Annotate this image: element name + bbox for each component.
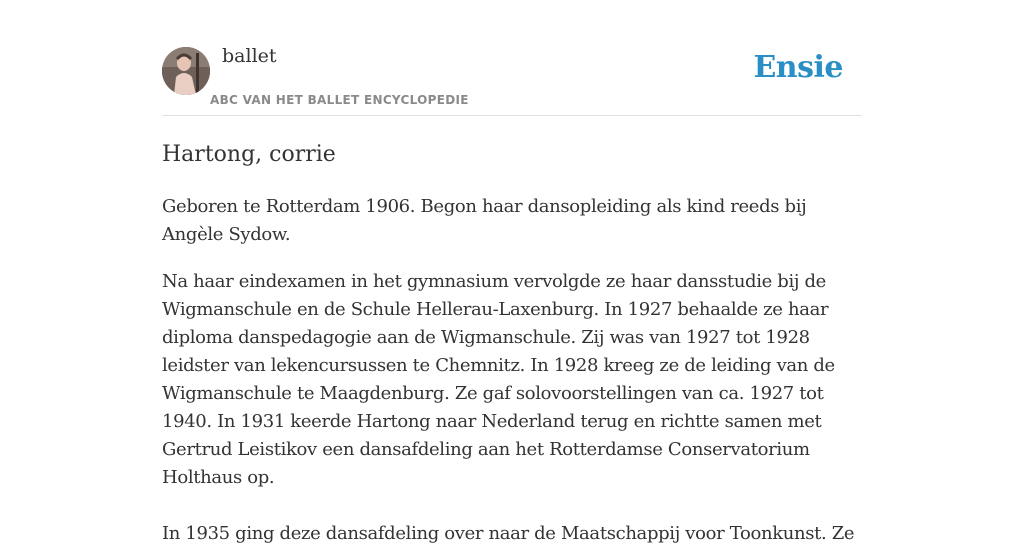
- avatar[interactable]: [162, 47, 210, 95]
- header: [162, 0, 862, 116]
- ballet-dancer-photo-icon: [162, 47, 210, 95]
- article-paragraph: Geboren te Rotterdam 1906. Begon haar dansopleiding als kind reeds bij Angèle Sydow.: [162, 196, 807, 245]
- source-subtitle: ABC VAN HET BALLET ENCYCLOPEDIE: [210, 93, 469, 107]
- article-paragraph: In 1935 ging deze dansafdeling over naar de Maatschappij voor Toonkunst. Ze: [162, 523, 855, 544]
- page-container: [162, 0, 862, 548]
- source-name-link[interactable]: ballet: [222, 45, 277, 67]
- brand-logo[interactable]: Ensie: [753, 50, 843, 85]
- article-paragraph: Na haar eindexamen in het gymnasium vervolgde ze haar dansstudie bij de Wigmanschule en de Schule Hellerau-Laxenburg. In 1927 behaalde ze haar diploma danspedagogie aan de Wigmanschule. Zij was van 1927 tot 1928 leidster van lekencursussen te Chemnitz. In 1928 kreeg ze de leiding van de Wigmanschule te Maagdenburg. Ze gaf solovoorstellingen van ca. 1927 tot 1940. In 1931 keerde Hartong naar Nederland terug en richtte samen met Gertrud Leistikov een dansafdeling aan het Rotterdamse Conservatorium Holthaus op.: [162, 271, 835, 488]
- article-title: Hartong, corrie: [162, 142, 336, 167]
